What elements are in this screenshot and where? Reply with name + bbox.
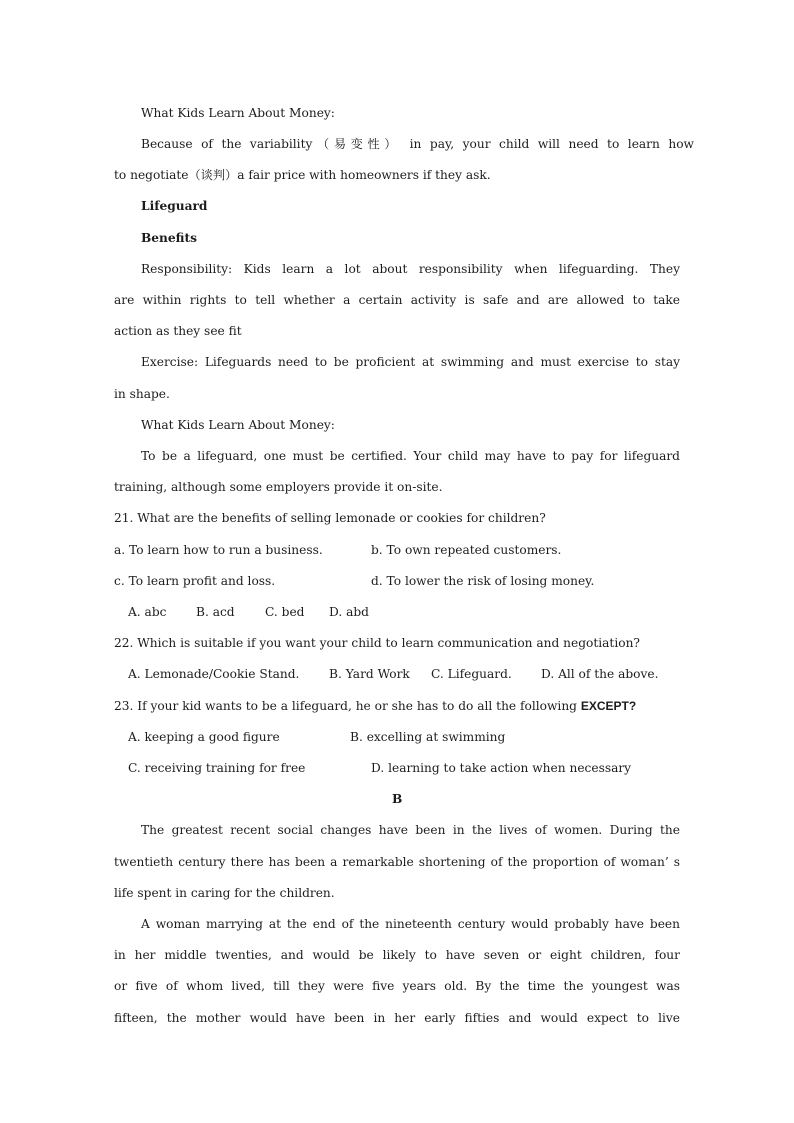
q21-statement-a: a. To learn how to run a business. [114,543,323,557]
section-b-para1-line-1: The greatest recent social changes have been in the lives of women. During the [141,823,680,837]
q21-statement-d: d. To lower the risk of losing money. [371,574,595,588]
exercise-line-1: Exercise: Lifeguards need to be proficient at swimming and must exercise to stay [141,355,680,369]
q21-statement-c: c. To learn profit and loss. [114,574,276,588]
section-b-letter: B [392,792,403,806]
section-b-para1-line-2: twentieth century there has been a remarkable shortening of the proportion of woman’ s [114,855,680,869]
money-heading: What Kids Learn About Money: [141,106,335,120]
lifeguard-money-line-2: training, although some employers provide it on-site. [114,480,443,494]
responsibility-line-1: Responsibility: Kids learn a lot about responsibility when lifeguarding. They [141,262,680,276]
q21-option-a[interactable]: A. abc [128,605,167,619]
q23-option-a[interactable]: A. keeping a good figure [128,730,280,744]
lifeguard-money-line-1: To be a lifeguard, one must be certified. Your child may have to pay for lifeguard [141,449,680,463]
lemonade-money-line-1: Because of the variability（易变性） in pay, your child will need to learn how [141,137,694,151]
question-21-stem: 21. What are the benefits of selling lemonade or cookies for children? [114,511,546,525]
lifeguard-money-heading: What Kids Learn About Money: [141,418,335,432]
q23-stem-text: 23. If your kid wants to be a lifeguard, he or she has to do all the following [114,699,581,713]
responsibility-line-3: action as they see fit [114,324,242,338]
q21-option-b[interactable]: B. acd [196,605,235,619]
section-b-para2-line-2: in her middle twenties, and would be likely to have seven or eight children, four [114,948,680,962]
benefits-heading: Benefits [141,231,198,245]
q22-option-d[interactable]: D. All of the above. [541,667,659,681]
section-b-para1-line-3: life spent in caring for the children. [114,886,335,900]
question-23-stem [114,698,636,714]
q23-option-d[interactable]: D. learning to take action when necessary [371,761,632,775]
q22-option-c[interactable]: C. Lifeguard. [431,667,512,681]
responsibility-line-2: are within rights to tell whether a certain activity is safe and are allowed to take [114,293,680,307]
q21-option-c[interactable]: C. bed [265,605,305,619]
q23-except-label: EXCEPT? [580,699,637,713]
q21-statement-b: b. To own repeated customers. [371,543,562,557]
lemonade-money-line-2: to negotiate（谈判）a fair price with homeowners if they ask. [114,168,491,182]
lifeguard-title: Lifeguard [141,199,208,213]
q22-option-b[interactable]: B. Yard Work [329,667,410,681]
question-22-stem: 22. Which is suitable if you want your child to learn communication and negotiation? [114,636,640,650]
section-b-para2-line-1: A woman marrying at the end of the nineteenth century would probably have been [141,917,680,931]
exercise-line-2: in shape. [114,387,170,401]
q23-option-c[interactable]: C. receiving training for free [128,761,306,775]
q22-option-a[interactable]: A. Lemonade/Cookie Stand. [128,667,300,681]
q23-option-b[interactable]: B. excelling at swimming [350,730,506,744]
q21-option-d[interactable]: D. abd [329,605,369,619]
section-b-para2-line-3: or five of whom lived, till they were five years old. By the time the youngest was [114,979,680,993]
section-b-para2-line-4: fifteen, the mother would have been in her early fifties and would expect to live [114,1011,680,1025]
